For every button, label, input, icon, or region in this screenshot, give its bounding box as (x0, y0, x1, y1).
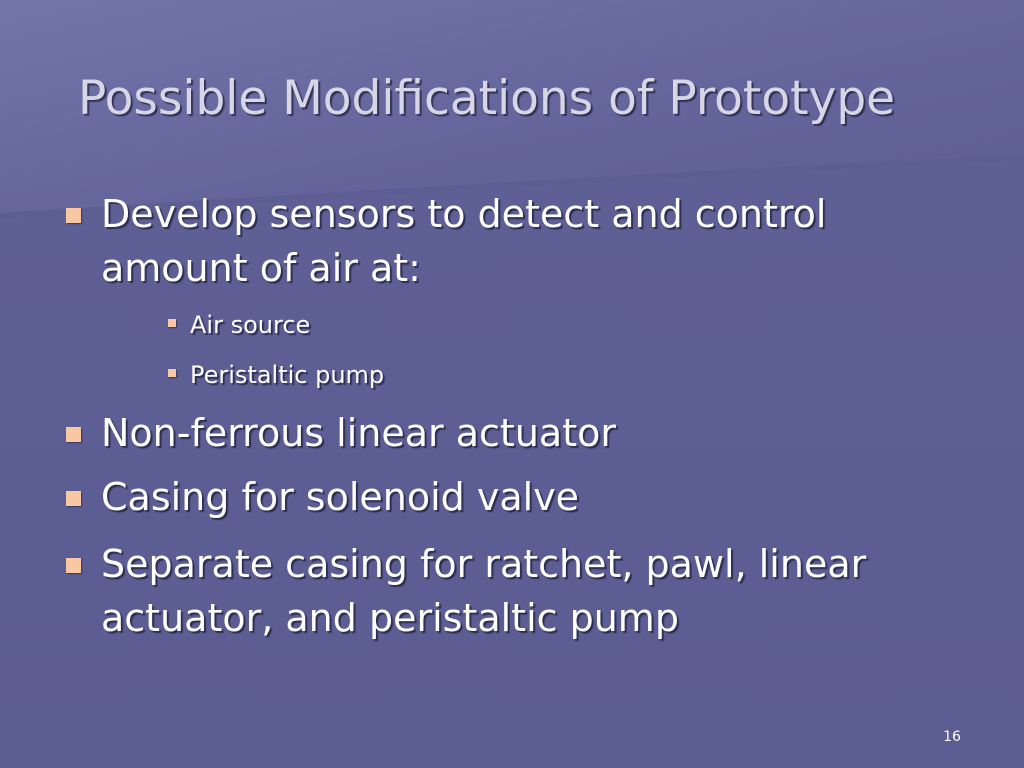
sub-bullet-square-icon (168, 369, 176, 377)
bullet-text-line: Casing for solenoid valve (101, 475, 580, 519)
bullet-square-icon (66, 558, 81, 573)
bullet-square-icon (66, 208, 81, 223)
bullet-text-line: amount of air at: (101, 246, 421, 290)
bullet-square-icon (66, 491, 81, 506)
bullet-text-line: Develop sensors to detect and control (101, 192, 827, 236)
bullet-text-line: Separate casing for ratchet, pawl, linear (101, 542, 867, 586)
sub-bullet-text: Air source (190, 311, 311, 339)
bullet-text-line: Non-ferrous linear actuator (101, 411, 616, 455)
sub-bullet-text: Peristaltic pump (190, 361, 385, 389)
bullet-square-icon (66, 427, 81, 442)
sub-bullet-square-icon (168, 319, 176, 327)
bullet-text-line: actuator, and peristaltic pump (101, 596, 679, 640)
slide-title: Possible Modifications of Prototype (78, 71, 896, 126)
slide-page-number: 16 (943, 729, 961, 745)
